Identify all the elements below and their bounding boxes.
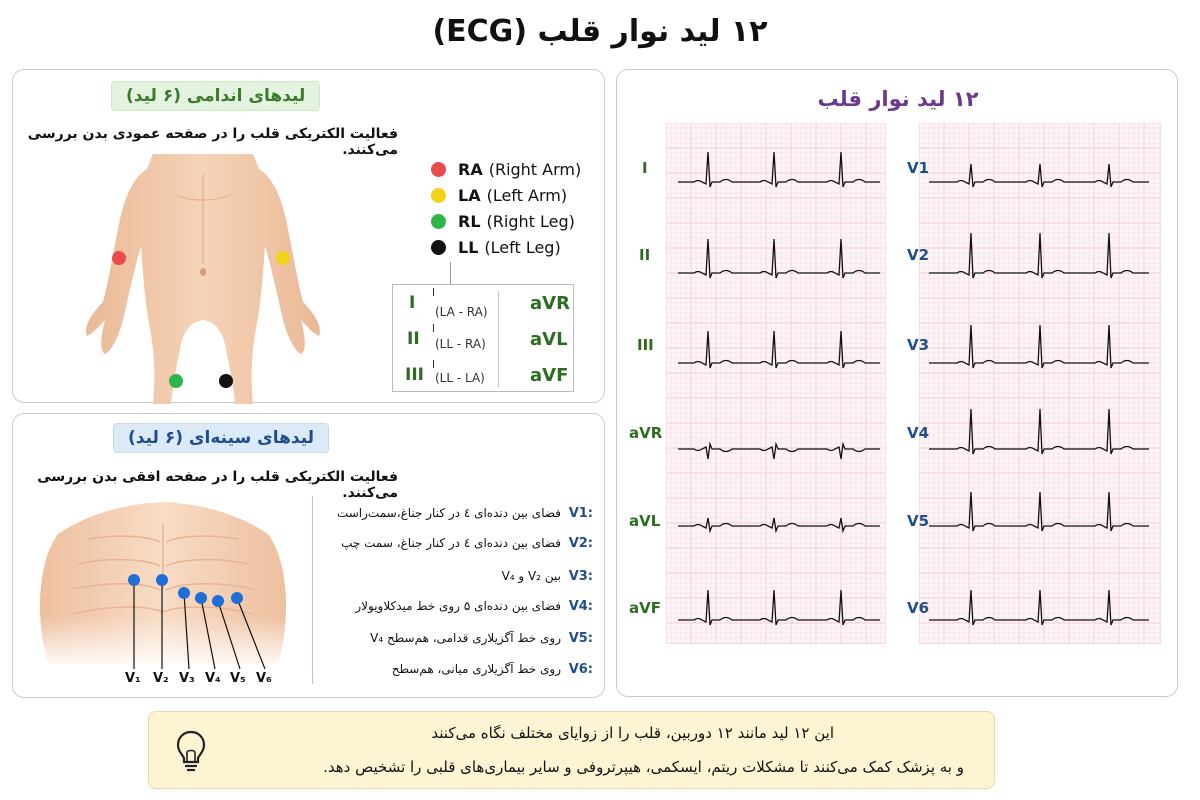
legend-ll (431, 236, 561, 258)
v2-electrode-dot (156, 574, 168, 586)
body-figure (83, 154, 323, 404)
ecg-label-avr: aVR (629, 424, 663, 442)
tick-mark (433, 288, 434, 296)
limb-section-title: لیدهای اندامی (۶ لید) (111, 81, 320, 111)
chest-lead-code: V6: (568, 662, 593, 677)
legend-code: RL (458, 211, 481, 231)
chest-section-title: لیدهای سینه‌ای (۶ لید) (113, 423, 329, 453)
electrode-rl-dot (168, 373, 184, 389)
lead-i-label: I (409, 293, 416, 313)
v6-label: V₆ (256, 671, 272, 686)
chest-electrodes (113, 564, 293, 679)
legend-rl (431, 210, 575, 232)
ecg-grid-background (919, 123, 1161, 644)
legend-ra (431, 158, 581, 180)
electrode-la-dot (275, 250, 291, 266)
ecg-panel (616, 69, 1178, 697)
lead-iii-label: III (405, 365, 424, 385)
table-divider (498, 291, 499, 387)
chest-lead-text: فضای بین دنده‌ای ٤ در کنار جناغ،سمت‌راست (336, 506, 561, 520)
ecg-label-v5: V5 (907, 512, 930, 530)
chest-leads-panel (12, 413, 605, 698)
v4-electrode-dot (195, 592, 207, 604)
ecg-label-v2: V2 (907, 246, 930, 264)
v5-electrode-dot (212, 595, 224, 607)
legend-name: (Right Leg) (486, 211, 575, 231)
chest-lead-text: فضای بین دنده‌ای ۵ روی خط میدکلاویولار (355, 599, 561, 613)
v6-electrode-dot (231, 592, 243, 604)
legend-code: LA (458, 185, 481, 205)
legend-code: LL (458, 237, 479, 257)
chest-lead-text: روی خط آگزیلاری قدامی، هم‌سطح V₄ (370, 631, 561, 645)
v1-electrode-dot (128, 574, 140, 586)
chest-lead-text: روی خط آگزیلاری میانی، هم‌سطح (391, 662, 561, 676)
black-dot-icon (431, 240, 446, 255)
chest-lead-code: V1: (568, 506, 593, 521)
limb-lead-table (392, 284, 574, 392)
electrode-ra-dot (111, 250, 127, 266)
limb-leads-panel (12, 69, 605, 403)
ecg-label-v6: V6 (907, 599, 930, 617)
ecg-grid-right (919, 123, 1161, 644)
lead-ii-formula: (LL - RA) (435, 337, 486, 351)
ecg-label-ii: II (639, 246, 651, 264)
chest-lead-text: فضای بین دنده‌ای ٤ در کنار جناغ، سمت چپ (341, 536, 561, 550)
tip-box (148, 711, 995, 789)
ecg-label-v4: V4 (907, 424, 930, 442)
tip-line-2: و به پزشک کمک می‌کنند تا مشکلات ریتم، ایسکمی، هیپرتروفی و سایر بیماری‌های قلبی را تشخیص دهد. (323, 758, 964, 776)
legend-code: RA (458, 159, 483, 179)
chest-lead-text: بین V₂ و V₄ (501, 569, 561, 583)
avr-label: aVR (530, 293, 570, 314)
lead-ii-label: II (407, 329, 420, 349)
ecg-label-avf: aVF (629, 599, 661, 617)
connector-line (450, 262, 451, 284)
ecg-panel-title: ۱۲ لید نوار قلب (817, 87, 979, 111)
lead-i-formula: (LA - RA) (435, 305, 488, 319)
ecg-label-avl: aVL (629, 512, 661, 530)
legend-la (431, 184, 567, 206)
page-title: ۱۲ لید نوار قلب (ECG) (432, 14, 768, 49)
legend-name: (Left Arm) (486, 185, 568, 205)
ecg-label-v1: V1 (907, 159, 930, 177)
chest-lead-code: V5: (568, 631, 593, 646)
green-dot-icon (431, 214, 446, 229)
ecg-label-i: I (642, 159, 648, 177)
chest-lead-code: V2: (568, 536, 593, 551)
v2-label: V₂ (153, 671, 169, 686)
limb-section-description: فعالیت الکتریکی قلب را در صفحه عمودی بدن بررسی می‌کنند. (27, 126, 398, 158)
chest-section-description: فعالیت الکتریکی قلب را در صفحه افقی بدن بررسی می‌کنند. (37, 469, 398, 501)
tip-line-1: این ۱۲ لید مانند ۱۲ دوربین، قلب را از زوایای مختلف نگاه می‌کنند (431, 724, 834, 742)
chest-list-divider (312, 496, 313, 684)
electrode-ll-dot (218, 373, 234, 389)
tick-mark (433, 360, 434, 368)
ecg-label-v3: V3 (907, 336, 930, 354)
tick-mark (433, 324, 434, 332)
ecg-grid-left (666, 123, 886, 644)
legend-name: (Left Leg) (484, 237, 561, 257)
avl-label: aVL (530, 329, 568, 350)
v1-label: V₁ (125, 671, 141, 686)
legend-name: (Right Arm) (488, 159, 582, 179)
v5-label: V₅ (230, 671, 246, 686)
v3-label: V₃ (179, 671, 195, 686)
ecg-label-iii: III (637, 336, 654, 354)
avf-label: aVF (530, 365, 569, 386)
red-dot-icon (431, 162, 446, 177)
chest-lead-code: V4: (568, 599, 593, 614)
chest-lead-code: V3: (568, 569, 593, 584)
lightbulb-icon (175, 730, 207, 774)
v4-label: V₄ (205, 671, 221, 686)
v3-electrode-dot (178, 587, 190, 599)
lead-iii-formula: (LL - LA) (435, 371, 485, 385)
yellow-dot-icon (431, 188, 446, 203)
